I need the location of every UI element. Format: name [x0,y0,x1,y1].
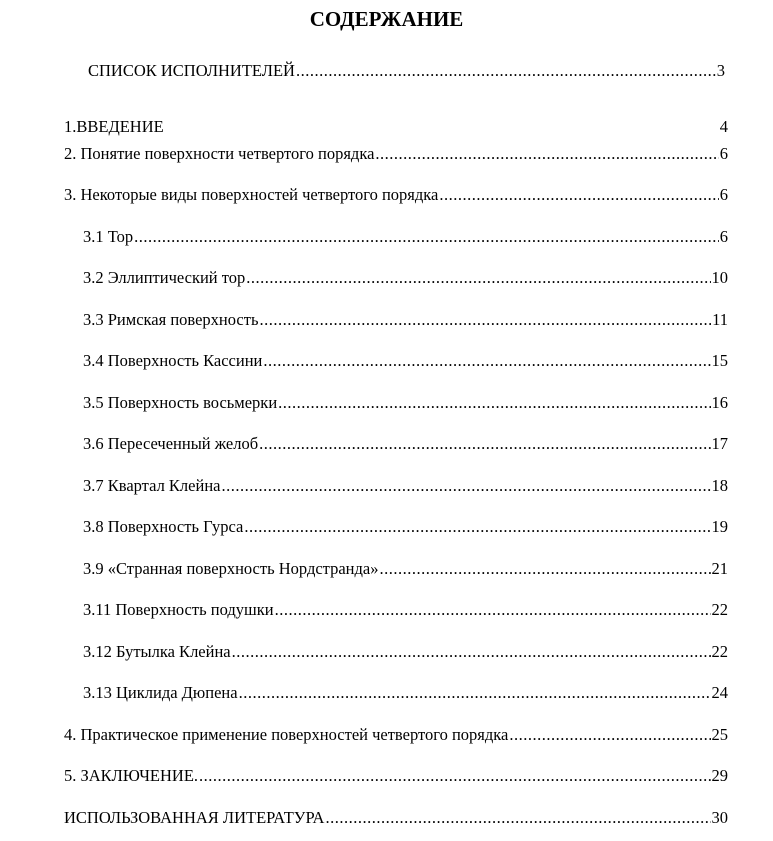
toc-entry-page: 4 [719,117,728,136]
toc-entry-references[interactable] [64,808,728,828]
dot-leader [296,61,716,81]
dot-leader [259,434,710,454]
toc-entry-page: 25 [711,725,728,744]
toc-entry-section-3[interactable] [64,185,728,205]
toc-entry-page: 22 [711,642,728,661]
dot-leader [134,227,719,247]
toc-entry-page: 10 [711,268,728,287]
toc-entry-page: 30 [711,808,728,827]
dot-leader [232,642,711,662]
toc-entry-label: 5. ЗАКЛЮЧЕНИЕ. [64,766,199,785]
toc-entry-section-3-5[interactable] [83,393,728,413]
toc-entry-page: 6 [719,144,728,163]
toc-entry-page: 16 [711,393,728,412]
toc-entry-label: 2. Понятие поверхности четвертого порядка [64,144,375,163]
toc-entry-section-4[interactable] [64,725,728,745]
toc-entry-section-3-11[interactable] [83,600,728,620]
dot-leader [244,517,710,537]
toc-entry-label: 3. Некоторые виды поверхностей четвертого порядка [64,185,439,204]
toc-entry-label: 3.4 Поверхность Кассини [83,351,263,370]
toc-entry-section-3-12[interactable] [83,642,728,662]
toc-entry-label: 3.2 Эллиптический тор [83,268,246,287]
dot-leader [325,808,710,828]
toc-entry-section-3-2[interactable] [83,268,728,288]
dot-leader [375,144,718,164]
toc-entry-page: 22 [711,600,728,619]
dot-leader [221,476,710,496]
toc-entry-page: 21 [711,559,728,578]
dot-leader [275,600,711,620]
toc-entry-section-3-8[interactable] [83,517,728,537]
toc-entry-label: 3.13 Циклида Дюпена [83,683,238,702]
toc-entry-page: 15 [711,351,728,370]
dot-leader [246,268,710,288]
toc-entry-section-3-1[interactable] [83,227,728,247]
toc-entry-label: 3.6 Пересеченный желоб [83,434,259,453]
toc-entry-section-3-4[interactable] [83,351,728,371]
toc-entry-section-3-6[interactable] [83,434,728,454]
toc-entry-label: 3.3 Римская поверхность [83,310,259,329]
toc-entry-section-3-7[interactable] [83,476,728,496]
toc-entry-conclusion[interactable] [64,766,728,786]
toc-entry-page: 19 [711,517,728,536]
toc-entry-page: 18 [711,476,728,495]
toc-entry-label: 4. Практическое применение поверхностей четвертого порядка [64,725,509,744]
toc-entry-page: 29 [711,766,728,785]
toc-entry-introduction[interactable] [64,117,728,137]
toc-entry-page: 3 [716,61,725,80]
toc-entry-label: ИСПОЛЬЗОВАННАЯ ЛИТЕРАТУРА [64,808,325,827]
dot-leader [379,559,710,579]
dot-leader [259,310,711,330]
toc-entry-page: 11 [712,310,728,329]
toc-entry-label: 3.8 Поверхность Гурса [83,517,244,536]
toc-entry-list-of-authors[interactable] [88,61,725,81]
dot-leader [278,393,710,413]
toc-entry-label: 3.11 Поверхность подушки [83,600,274,619]
toc-entry-label: 3.9 «Странная поверхность Нордстранда» [83,559,379,578]
toc-entry-page: 6 [719,185,728,204]
toc-entry-section-3-9[interactable] [83,559,728,579]
toc-entry-label: 3.1 Тор [83,227,134,246]
toc-entry-label: 3.5 Поверхность восьмерки [83,393,278,412]
toc-entry-label: 1.ВВЕДЕНИЕ [64,117,164,136]
toc-entry-label: СПИСОК ИСПОЛНИТЕЛЕЙ [88,61,295,80]
toc-entry-label: 3.7 Квартал Клейна [83,476,221,495]
toc-entry-section-3-13[interactable] [83,683,728,703]
dot-leader [439,185,718,205]
toc-entry-label: 3.12 Бутылка Клейна [83,642,231,661]
toc-entry-page: 24 [711,683,728,702]
toc-entry-section-2[interactable] [64,144,728,164]
toc-entry-page: 6 [719,227,728,246]
toc-entry-page: 17 [711,434,728,453]
toc-entry-section-3-3[interactable] [83,310,728,330]
dot-leader [199,766,710,786]
dot-leader [239,683,711,703]
page-title: СОДЕРЖАНИЕ [309,7,464,31]
dot-leader [509,725,710,745]
dot-leader [263,351,710,371]
